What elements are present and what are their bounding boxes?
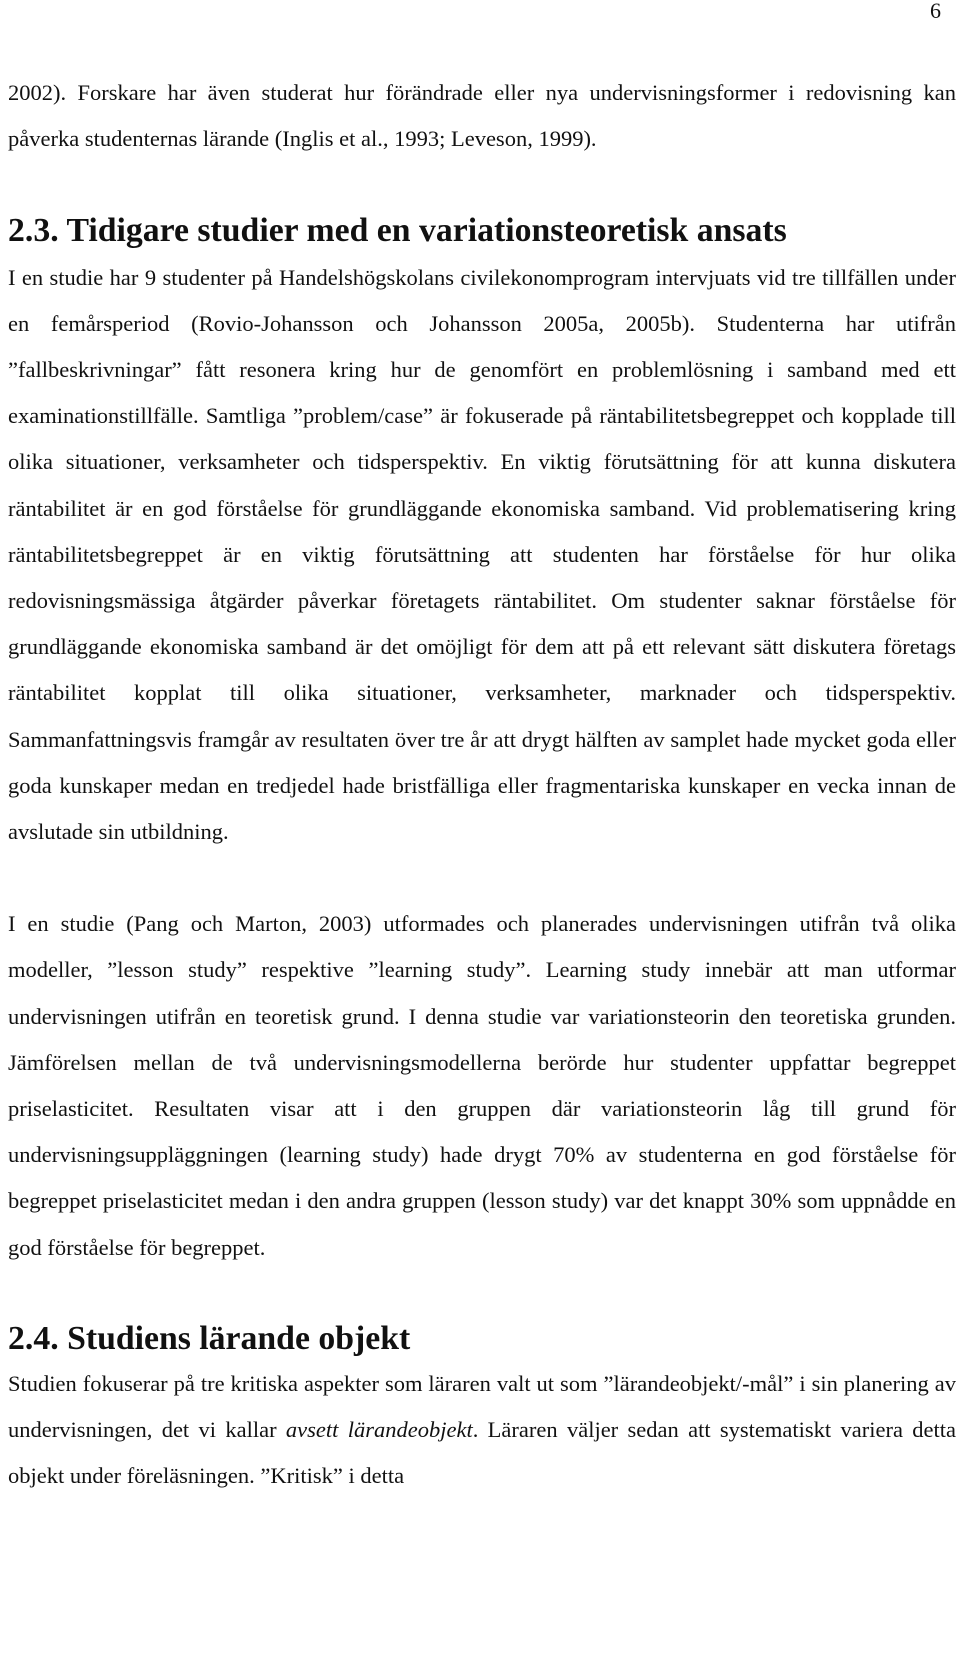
section-2-4-text-start: Studien fokuserar på tre kritiska aspekter som läraren valt ut som ”lärandeobjekt/-mål” i sin planering av undervisningen, det vi kallar [8, 1370, 956, 1443]
section-2-4-emphasis: avsett lärandeobjekt [285, 1417, 473, 1443]
section-heading-2-3: 2.3. Tidigare studier med en variationsteoretisk ansats [8, 212, 787, 250]
section-2-4-text-end: . Läraren väljer sedan att systematiskt variera detta objekt under föreläsningen. ”Kritisk” i detta [8, 1417, 957, 1489]
section-heading-2-4: 2.4. Studiens lärande objekt [8, 1319, 411, 1357]
paragraph-spacer [8, 162, 956, 208]
section-2-3-paragraph-1: I en studie har 9 studenter på Handelshögskolans civilekonomprogram intervjuats vid tre tillfällen under en femårsperiod (Rovio-Johansson och Johansson 2005a, 2005b). Studenterna har utifrån ”fallbeskrivningar” fått resonera kring hur de genomfört en problemlösning i samband med ett examinationstillfälle. Samtliga ”problem/case” är fokuserade på räntabilitetsbegreppet och kopplade till olika situationer, verksamheter och tidsperspektiv. En viktig förutsättning för att kunna diskutera räntabilitet är en god förståelse för grundläggande ekonomiska samband. Vid problematisering kring räntabilitetsbegreppet är en viktig förutsättning att studenten har förståelse för hur olika redovisningsmässiga åtgärder påverkar företagets räntabilitet. Om studenter saknar förståelse för grundläggande ekonomiska samband är det omöjligt för dem att på ett relevant sätt diskutera företags räntabilitet kopplat till olika situationer, verksamheter, marknader och tidsperspektiv. Sammanfattningsvis framgår av resultaten över tre år att drygt hälften av samplet hade mycket goda eller goda kunskaper medan en tredjedel hade bristfälliga eller fragmentariska kunskaper en vecka innan de avslutade sin utbildning. [8, 264, 956, 845]
document-body [8, 70, 956, 1499]
paragraph-spacer [8, 855, 956, 901]
section-2-3-paragraph-2: I en studie (Pang och Marton, 2003) utformades och planerades undervisningen utifrån två olika modeller, ”lesson study” respektive ”learning study”. Learning study innebär att man utformar undervisningen utifrån en teoretisk grund. I denna studie var variationsteorin den teoretiska grunden. Jämförelsen mellan de två undervisningsmodellerna berörde hur studenter uppfattar begreppet priselasticitet. Resultaten visar att i den gruppen där variationsteorin låg till grund för undervisningsuppläggningen (learning study) hade drygt 70% av studenterna en god förståelse för begreppet priselasticitet medan i den andra gruppen (lesson study) var det knappt 30% som uppnådde en god förståelse för begreppet. [8, 911, 956, 1260]
section-2-4-paragraph [8, 1361, 956, 1500]
paragraph-spacer [8, 1271, 956, 1317]
page-number: 6 [930, 0, 941, 23]
intro-paragraph: 2002). Forskare har även studerat hur förändrade eller nya undervisningsformer i redovisning kan påverka studenternas lärande (Inglis et al., 1993; Leveson, 1999). [8, 80, 956, 152]
